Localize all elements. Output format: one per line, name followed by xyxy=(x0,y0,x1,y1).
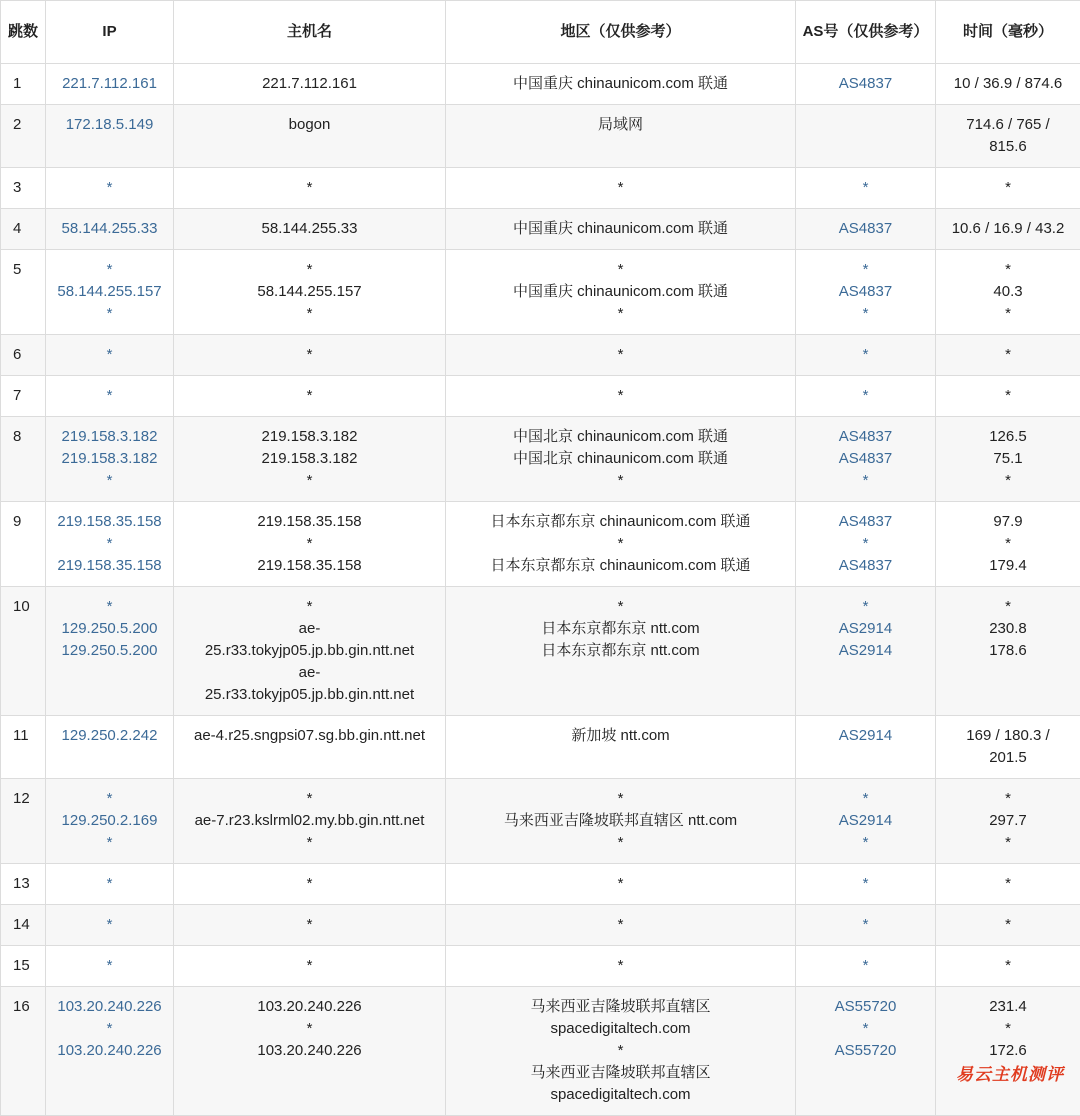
time-line: * xyxy=(940,873,1076,895)
host-line: 25.r33.tokyjp05.jp.bb.gin.ntt.net xyxy=(178,640,441,662)
host-line: 58.144.255.157 xyxy=(178,281,441,303)
time-line: 178.6 xyxy=(940,640,1076,662)
as-cell xyxy=(796,987,936,1116)
region-line: 局域网 xyxy=(450,114,791,136)
time-cell xyxy=(936,905,1080,946)
host-cell xyxy=(174,779,446,864)
region-cell xyxy=(446,64,796,105)
host-line: * xyxy=(178,832,441,854)
time-cell xyxy=(936,168,1080,209)
hop-cell: 1 xyxy=(1,64,46,105)
table-row xyxy=(1,417,1080,502)
host-line: * xyxy=(178,873,441,895)
watermark: 易云主机测评 xyxy=(956,1060,1064,1085)
time-line: 10.6 / 16.9 / 43.2 xyxy=(940,218,1076,240)
region-line: * xyxy=(450,788,791,810)
ip-line[interactable]: 219.158.3.182 xyxy=(50,448,169,470)
region-line: * xyxy=(450,303,791,325)
region-line: * xyxy=(450,955,791,977)
ip-cell xyxy=(46,946,174,987)
ip-cell xyxy=(46,716,174,779)
time-line: 169 / 180.3 / xyxy=(940,725,1076,747)
table-row xyxy=(1,905,1080,946)
ip-line[interactable]: 58.144.255.157 xyxy=(50,281,169,303)
region-line: * xyxy=(450,596,791,618)
region-cell xyxy=(446,716,796,779)
as-line: * xyxy=(800,385,931,407)
ip-line[interactable]: 129.250.5.200 xyxy=(50,640,169,662)
time-line: 40.3 xyxy=(940,281,1076,303)
as-cell xyxy=(796,105,936,168)
region-cell xyxy=(446,417,796,502)
ip-line[interactable]: 129.250.5.200 xyxy=(50,618,169,640)
host-cell xyxy=(174,376,446,417)
time-cell xyxy=(936,376,1080,417)
as-line: * xyxy=(800,533,931,555)
as-cell xyxy=(796,864,936,905)
host-line: * xyxy=(178,177,441,199)
hop-cell: 15 xyxy=(1,946,46,987)
region-line: 日本东京都东京 chinaunicom.com 联通 xyxy=(450,511,791,533)
ip-line[interactable]: 129.250.2.169 xyxy=(50,810,169,832)
ip-cell xyxy=(46,105,174,168)
as-cell xyxy=(796,250,936,335)
time-line: * xyxy=(940,177,1076,199)
as-cell xyxy=(796,376,936,417)
host-line: * xyxy=(178,596,441,618)
region-line: * xyxy=(450,470,791,492)
as-cell xyxy=(796,417,936,502)
as-line[interactable]: AS2914 xyxy=(800,640,931,662)
as-line: * xyxy=(800,914,931,936)
ip-line[interactable]: 219.158.3.182 xyxy=(50,426,169,448)
ip-line[interactable]: 219.158.35.158 xyxy=(50,511,169,533)
ip-line: * xyxy=(50,344,169,366)
ip-line: * xyxy=(50,470,169,492)
as-cell xyxy=(796,335,936,376)
ip-line[interactable]: 58.144.255.33 xyxy=(50,218,169,240)
region-line: * xyxy=(450,177,791,199)
hop-cell: 9 xyxy=(1,502,46,587)
table-row xyxy=(1,64,1080,105)
time-line: 172.6 xyxy=(940,1040,1076,1062)
as-line[interactable]: AS4837 xyxy=(800,73,931,95)
region-line: * xyxy=(450,344,791,366)
time-line: 126.5 xyxy=(940,426,1076,448)
ip-line: * xyxy=(50,873,169,895)
host-line: ae-7.r23.kslrml02.my.bb.gin.ntt.net xyxy=(178,810,441,832)
host-line: * xyxy=(178,259,441,281)
host-line: 221.7.112.161 xyxy=(178,73,441,95)
as-line[interactable]: AS55720 xyxy=(800,996,931,1018)
time-cell xyxy=(936,335,1080,376)
table-row xyxy=(1,209,1080,250)
region-line: * xyxy=(450,914,791,936)
header-time: 时间（毫秒） xyxy=(936,1,1080,64)
ip-cell xyxy=(46,64,174,105)
region-line: 马来西亚吉隆坡联邦直辖区 xyxy=(450,996,791,1018)
table-body xyxy=(1,64,1080,1116)
as-line: * xyxy=(800,955,931,977)
as-cell xyxy=(796,946,936,987)
region-cell xyxy=(446,209,796,250)
ip-line[interactable]: 219.158.35.158 xyxy=(50,555,169,577)
ip-cell xyxy=(46,168,174,209)
ip-line: * xyxy=(50,832,169,854)
hop-cell: 3 xyxy=(1,168,46,209)
table-row xyxy=(1,779,1080,864)
time-cell xyxy=(936,209,1080,250)
region-line: spacedigitaltech.com xyxy=(450,1084,791,1106)
region-line: 日本东京都东京 ntt.com xyxy=(450,640,791,662)
time-line: * xyxy=(940,533,1076,555)
host-cell xyxy=(174,335,446,376)
time-cell xyxy=(936,250,1080,335)
host-line: * xyxy=(178,470,441,492)
ip-cell xyxy=(46,335,174,376)
time-cell xyxy=(936,864,1080,905)
region-line: spacedigitaltech.com xyxy=(450,1018,791,1040)
host-cell xyxy=(174,905,446,946)
ip-line: * xyxy=(50,1018,169,1040)
time-line: * xyxy=(940,259,1076,281)
ip-line: * xyxy=(50,955,169,977)
host-line: * xyxy=(178,1018,441,1040)
region-line: 中国重庆 chinaunicom.com 联通 xyxy=(450,218,791,240)
region-line: * xyxy=(450,533,791,555)
as-cell xyxy=(796,905,936,946)
table-row xyxy=(1,105,1080,168)
ip-cell xyxy=(46,376,174,417)
table-row xyxy=(1,987,1080,1116)
time-cell xyxy=(936,946,1080,987)
as-line[interactable]: AS4837 xyxy=(800,281,931,303)
table-row xyxy=(1,716,1080,779)
region-line: 马来西亚吉隆坡联邦直辖区 ntt.com xyxy=(450,810,791,832)
as-cell xyxy=(796,587,936,716)
ip-cell xyxy=(46,502,174,587)
ip-line: * xyxy=(50,788,169,810)
as-cell xyxy=(796,716,936,779)
time-line: 97.9 xyxy=(940,511,1076,533)
region-cell xyxy=(446,376,796,417)
time-cell xyxy=(936,779,1080,864)
as-line: * xyxy=(800,470,931,492)
as-cell xyxy=(796,168,936,209)
as-line: * xyxy=(800,177,931,199)
time-cell xyxy=(936,587,1080,716)
time-cell xyxy=(936,105,1080,168)
table-header-row xyxy=(1,1,1080,64)
hop-cell: 14 xyxy=(1,905,46,946)
ip-line: * xyxy=(50,259,169,281)
ip-line: * xyxy=(50,533,169,555)
time-line: 230.8 xyxy=(940,618,1076,640)
as-cell xyxy=(796,64,936,105)
region-line: 日本东京都东京 ntt.com xyxy=(450,618,791,640)
time-cell xyxy=(936,716,1080,779)
hop-cell: 5 xyxy=(1,250,46,335)
ip-line: * xyxy=(50,303,169,325)
time-line: * xyxy=(940,596,1076,618)
as-line[interactable]: AS2914 xyxy=(800,618,931,640)
time-line: * xyxy=(940,303,1076,325)
time-cell xyxy=(936,64,1080,105)
hop-cell: 12 xyxy=(1,779,46,864)
region-cell xyxy=(446,905,796,946)
host-line: 58.144.255.33 xyxy=(178,218,441,240)
as-line: * xyxy=(800,303,931,325)
hop-cell: 13 xyxy=(1,864,46,905)
host-line: * xyxy=(178,385,441,407)
ip-line[interactable]: 129.250.2.242 xyxy=(50,725,169,747)
hop-cell: 10 xyxy=(1,587,46,716)
ip-line: * xyxy=(50,385,169,407)
hop-cell: 4 xyxy=(1,209,46,250)
as-cell xyxy=(796,209,936,250)
hop-cell: 11 xyxy=(1,716,46,779)
as-line: * xyxy=(800,596,931,618)
hop-cell: 2 xyxy=(1,105,46,168)
as-line[interactable]: AS4837 xyxy=(800,555,931,577)
time-line: * xyxy=(940,832,1076,854)
table-row xyxy=(1,587,1080,716)
host-line: 219.158.3.182 xyxy=(178,448,441,470)
as-line: * xyxy=(800,259,931,281)
host-line: 219.158.35.158 xyxy=(178,511,441,533)
region-cell xyxy=(446,105,796,168)
time-line: 201.5 xyxy=(940,747,1076,769)
region-cell xyxy=(446,502,796,587)
host-cell xyxy=(174,417,446,502)
host-line: * xyxy=(178,533,441,555)
table-row xyxy=(1,335,1080,376)
ip-cell xyxy=(46,905,174,946)
as-line[interactable]: AS2914 xyxy=(800,810,931,832)
table-row xyxy=(1,376,1080,417)
host-line: 103.20.240.226 xyxy=(178,1040,441,1062)
host-line: bogon xyxy=(178,114,441,136)
header-as: AS号（仅供参考） xyxy=(796,1,936,64)
host-cell xyxy=(174,716,446,779)
table-row xyxy=(1,168,1080,209)
time-line: * xyxy=(940,1018,1076,1040)
region-line: * xyxy=(450,873,791,895)
ip-line: * xyxy=(50,596,169,618)
time-line: * xyxy=(940,385,1076,407)
as-cell xyxy=(796,779,936,864)
host-line: 219.158.3.182 xyxy=(178,426,441,448)
time-line: * xyxy=(940,470,1076,492)
time-line: 179.4 xyxy=(940,555,1076,577)
time-line: 297.7 xyxy=(940,810,1076,832)
time-cell xyxy=(936,417,1080,502)
region-line: 中国北京 chinaunicom.com 联通 xyxy=(450,448,791,470)
as-line: * xyxy=(800,873,931,895)
as-line: * xyxy=(800,832,931,854)
table-row xyxy=(1,250,1080,335)
as-line: * xyxy=(800,344,931,366)
region-line: * xyxy=(450,832,791,854)
region-cell xyxy=(446,946,796,987)
ip-line[interactable]: 221.7.112.161 xyxy=(50,73,169,95)
host-cell xyxy=(174,502,446,587)
time-cell xyxy=(936,987,1080,1116)
hop-cell: 8 xyxy=(1,417,46,502)
time-line: 10 / 36.9 / 874.6 xyxy=(940,73,1076,95)
ip-cell xyxy=(46,587,174,716)
as-line[interactable]: AS4837 xyxy=(800,218,931,240)
ip-line[interactable]: 103.20.240.226 xyxy=(50,996,169,1018)
time-line: * xyxy=(940,955,1076,977)
region-cell xyxy=(446,987,796,1116)
time-line: * xyxy=(940,788,1076,810)
region-line: * xyxy=(450,1040,791,1062)
host-cell xyxy=(174,987,446,1116)
ip-cell xyxy=(46,209,174,250)
host-line: ae- xyxy=(178,662,441,684)
time-line: * xyxy=(940,344,1076,366)
region-line: 日本东京都东京 chinaunicom.com 联通 xyxy=(450,555,791,577)
host-line: 25.r33.tokyjp05.jp.bb.gin.ntt.net xyxy=(178,684,441,706)
host-line: * xyxy=(178,788,441,810)
host-line: 219.158.35.158 xyxy=(178,555,441,577)
region-line: * xyxy=(450,259,791,281)
region-cell xyxy=(446,779,796,864)
time-line: 231.4 xyxy=(940,996,1076,1018)
time-line: 815.6 xyxy=(940,136,1076,158)
host-cell xyxy=(174,105,446,168)
ip-cell xyxy=(46,987,174,1116)
region-line: 马来西亚吉隆坡联邦直辖区 xyxy=(450,1062,791,1084)
region-line: 中国重庆 chinaunicom.com 联通 xyxy=(450,281,791,303)
host-cell xyxy=(174,864,446,905)
hop-cell: 6 xyxy=(1,335,46,376)
host-line: 103.20.240.226 xyxy=(178,996,441,1018)
host-cell xyxy=(174,946,446,987)
host-line: * xyxy=(178,955,441,977)
as-line[interactable]: AS4837 xyxy=(800,426,931,448)
as-cell xyxy=(796,502,936,587)
host-cell xyxy=(174,209,446,250)
host-line: * xyxy=(178,344,441,366)
ip-cell xyxy=(46,779,174,864)
host-line: ae- xyxy=(178,618,441,640)
ip-line[interactable]: 103.20.240.226 xyxy=(50,1040,169,1062)
region-line: * xyxy=(450,385,791,407)
as-line[interactable]: AS4837 xyxy=(800,448,931,470)
as-line[interactable]: AS55720 xyxy=(800,1040,931,1062)
header-hop: 跳数 xyxy=(1,1,46,64)
as-line: * xyxy=(800,788,931,810)
host-line: * xyxy=(178,914,441,936)
as-line: * xyxy=(800,1018,931,1040)
region-line: 中国重庆 chinaunicom.com 联通 xyxy=(450,73,791,95)
region-cell xyxy=(446,864,796,905)
region-line: 中国北京 chinaunicom.com 联通 xyxy=(450,426,791,448)
header-ip: IP xyxy=(46,1,174,64)
ip-cell xyxy=(46,864,174,905)
header-region: 地区（仅供参考） xyxy=(446,1,796,64)
time-line: 75.1 xyxy=(940,448,1076,470)
region-cell xyxy=(446,587,796,716)
time-line: * xyxy=(940,914,1076,936)
ip-cell xyxy=(46,417,174,502)
host-cell xyxy=(174,168,446,209)
time-cell xyxy=(936,502,1080,587)
ip-line: * xyxy=(50,914,169,936)
region-line: 新加坡 ntt.com xyxy=(450,725,791,747)
host-cell xyxy=(174,587,446,716)
header-host: 主机名 xyxy=(174,1,446,64)
region-cell xyxy=(446,168,796,209)
host-cell xyxy=(174,64,446,105)
ip-line[interactable]: 172.18.5.149 xyxy=(50,114,169,136)
region-cell xyxy=(446,250,796,335)
table-row xyxy=(1,946,1080,987)
ip-cell xyxy=(46,250,174,335)
region-cell xyxy=(446,335,796,376)
time-line: 714.6 / 765 / xyxy=(940,114,1076,136)
table-row xyxy=(1,502,1080,587)
host-cell xyxy=(174,250,446,335)
as-line[interactable]: AS2914 xyxy=(800,725,931,747)
host-line: * xyxy=(178,303,441,325)
host-line: ae-4.r25.sngpsi07.sg.bb.gin.ntt.net xyxy=(178,725,441,747)
hop-cell: 16 xyxy=(1,987,46,1116)
ip-line: * xyxy=(50,177,169,199)
hop-cell: 7 xyxy=(1,376,46,417)
table-row xyxy=(1,864,1080,905)
as-line[interactable]: AS4837 xyxy=(800,511,931,533)
